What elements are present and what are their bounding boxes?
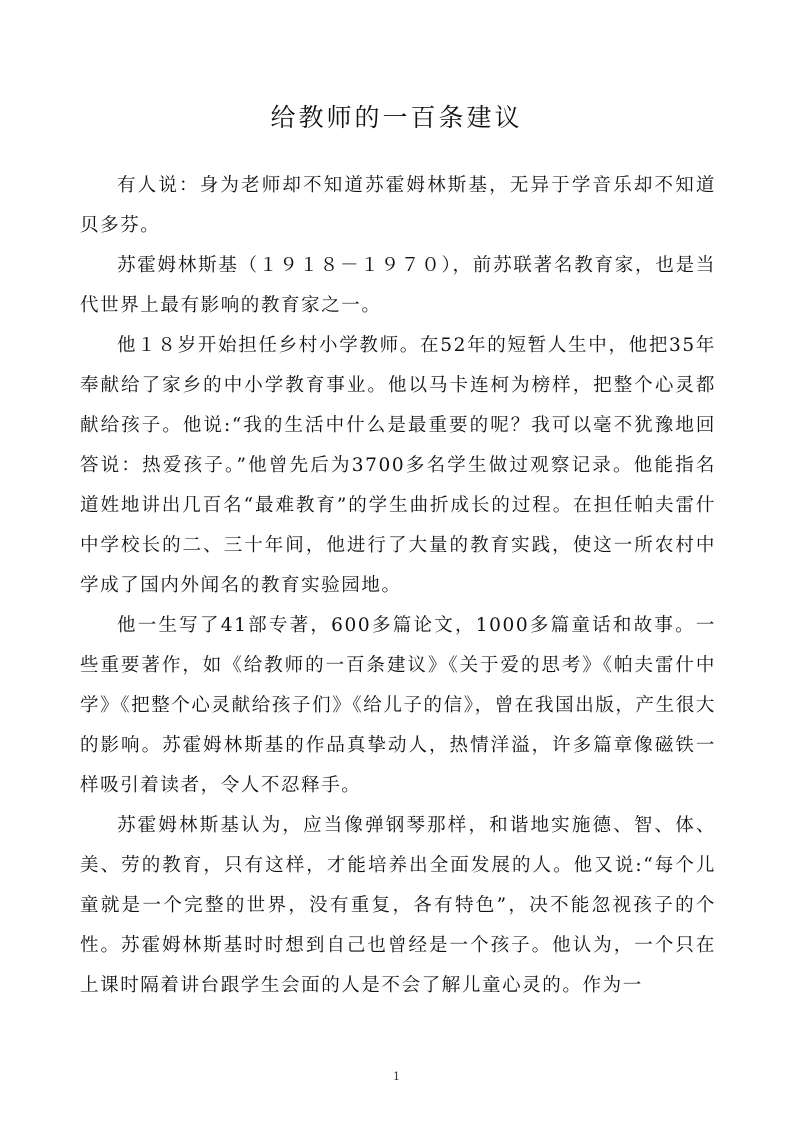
paragraph-intro: 有人说：身为老师却不知道苏霍姆林斯基，无异于学音乐却不知道贝多芬。 [80, 175, 716, 236]
paragraph-works: 他一生写了41部专著，600多篇论文，1000多篇童话和故事。一些重要著作，如《给教师的一百条建议》《关于爱的思考》《帕夫雷什中学》《把整个心灵献给孩子们》《给儿子的信》，曾在我国出版，产生很大的影响。苏霍姆林斯基的作品真挚动人，热情洋溢，许多篇章像磁铁一样吸引着读者，令人不忍释手。 [80, 615, 716, 796]
paragraph-philosophy: 苏霍姆林斯基认为，应当像弹钢琴那样，和谐地实施德、智、体、美、劳的教育，只有这样，才能培养出全面发展的人。他又说:“每个儿童就是一个完整的世界，没有重复，各有特色”，决不能忽视孩子的个性。苏霍姆林斯基时时想到自己也曾经是一个孩子。他认为，一个只在上课时隔着讲台跟学生会面的人是不会了解儿童心灵的。作为一 [80, 815, 716, 996]
document-title: 给教师的一百条建议 [270, 103, 523, 132]
paragraph-career: 他１８岁开始担任乡村小学教师。在52年的短暂人生中，他把35年奉献给了家乡的中小学教育事业。他以马卡连柯为榜样，把整个心灵都献给孩子。他说:“我的生活中什么是最重要的呢？我可以毫不犹豫地回答说：热爱孩子。”他曾先后为3700多名学生做过观察记录。他能指名道姓地讲出几百名“最难教育”的学生曲折成长的过程。在担任帕夫雷什中学校长的二、三十年间，他进行了大量的教育实践，使这一所农村中学成了国内外闻名的教育实验园地。 [80, 335, 716, 596]
paragraph-biography: 苏霍姆林斯基（１９１８－１９７０），前苏联著名教育家，也是当代世界上最有影响的教育家之一。 [80, 255, 716, 316]
page-number: 1 [393, 1070, 400, 1083]
document-body [80, 166, 716, 1006]
